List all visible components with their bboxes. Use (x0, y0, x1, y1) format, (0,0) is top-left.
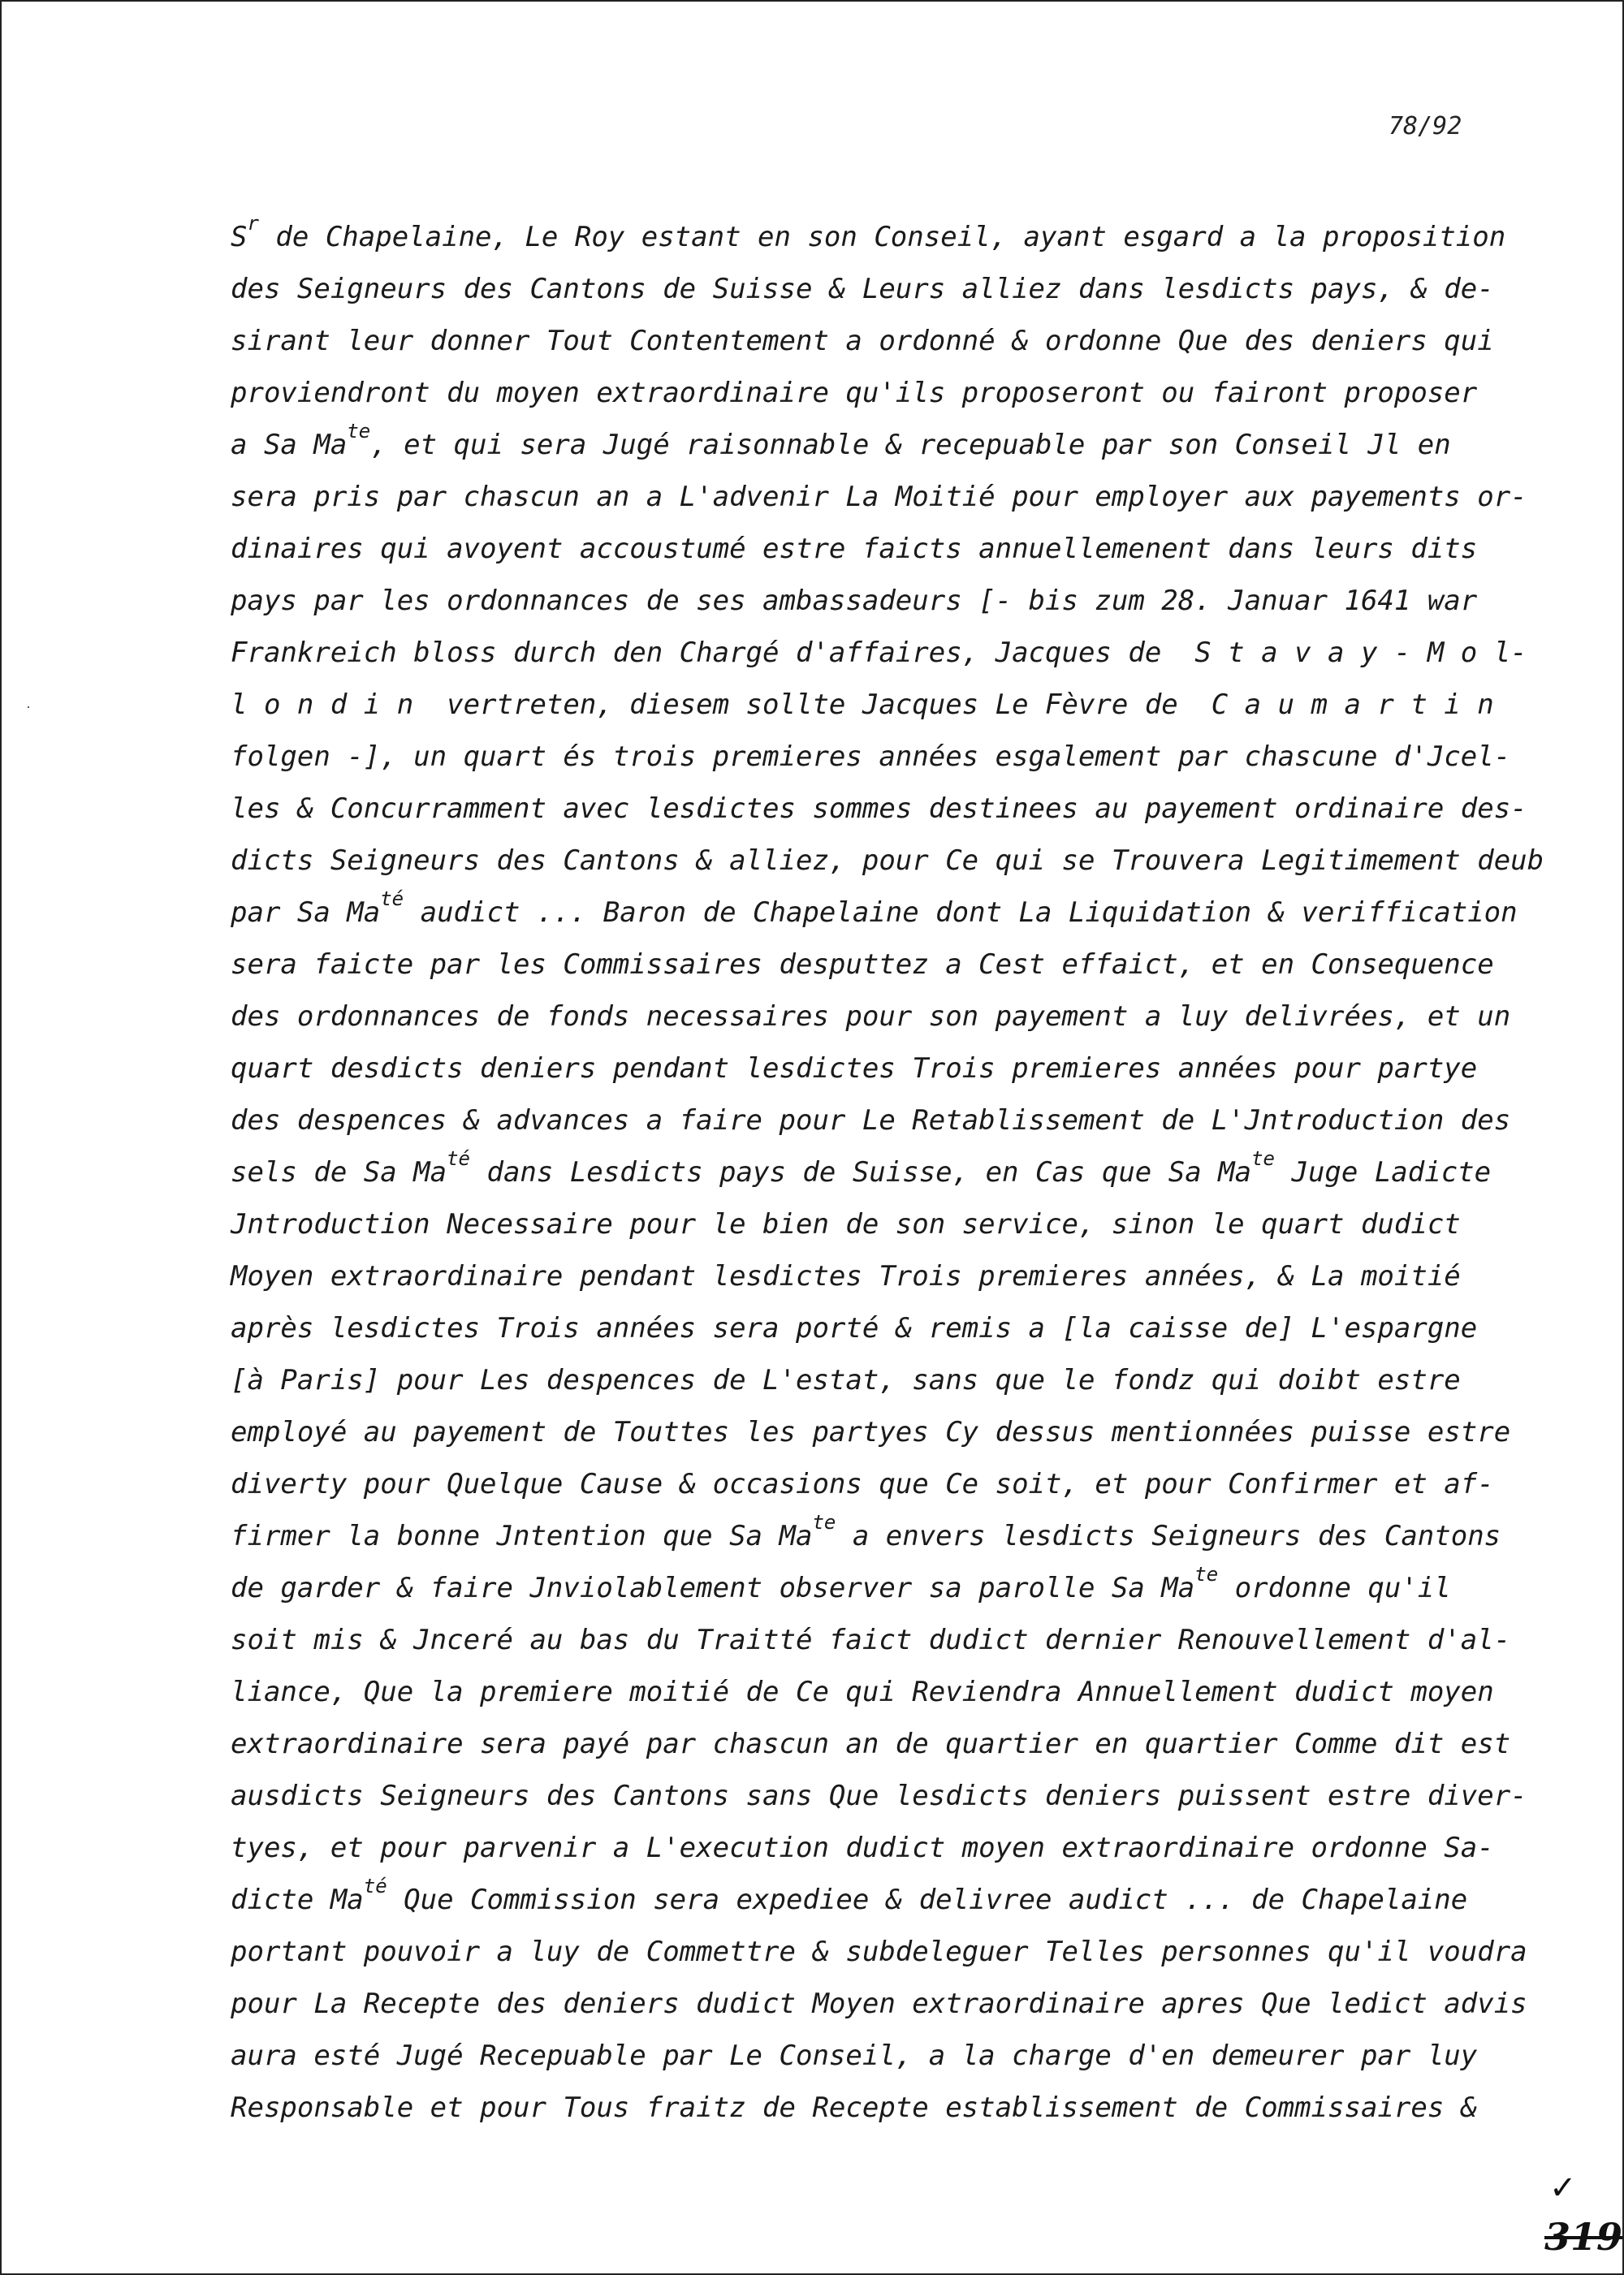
document-body (231, 211, 1544, 2134)
text-line-start: après lesdictes Trois années sera porté & remis a [la caisse de] L'espargne (231, 1312, 1478, 1345)
text-line (231, 2082, 1530, 2134)
text-line-end: de Chapelaine, Le Roy estant en son Conseil, ayant esgard a la proposition (258, 221, 1506, 253)
text-line (231, 887, 1530, 939)
text-line (231, 1770, 1530, 1822)
text-line (231, 1094, 1530, 1146)
check-mark-icon: ✓ (1549, 2169, 1577, 2207)
text-line-start: par Sa Ma (231, 896, 381, 929)
superscript-abbrev: te (1251, 1147, 1275, 1170)
text-line (231, 1043, 1530, 1094)
text-line-start: Moyen extraordinaire pendant lesdictes Trois premieres années, & La moitié (231, 1260, 1461, 1293)
text-line (231, 627, 1530, 679)
text-line-end: a envers lesdicts Seigneurs des Cantons (836, 1520, 1501, 1552)
text-line-start: dinaires qui avoyent accoustumé estre faicts annuellemenent dans leurs dits (231, 533, 1478, 565)
text-line-start: liance, Que la premiere moitié de Ce qui Reviendra Annuellement dudict moyen (231, 1676, 1494, 1708)
text-line-start: portant pouvoir a luy de Commettre & subdeleguer Telles personnes qu'il voudra (231, 1936, 1527, 1968)
text-line-start: diverty pour Quelque Cause & occasions que Ce soit, et pour Confirmer et af- (231, 1468, 1494, 1500)
text-line-start: dicts Seigneurs des Cantons & alliez, pour Ce qui se Trouvera Legitimement deub (231, 844, 1544, 877)
text-line (231, 1406, 1530, 1458)
text-line-start: sirant leur donner Tout Contentement a ordonné & ordonne Que des deniers qui (231, 325, 1494, 357)
text-line-start: des despences & advances a faire pour Le Retablissement de L'Jntroduction des (231, 1104, 1511, 1137)
text-line-start: sera pris par chascun an a L'advenir La Moitié pour employer aux payements or- (231, 481, 1527, 513)
text-line (231, 315, 1530, 367)
superscript-abbrev: té (447, 1147, 471, 1170)
text-line (231, 575, 1530, 627)
text-line (231, 1978, 1530, 2030)
text-line (231, 367, 1530, 419)
text-line (231, 1510, 1530, 1562)
text-line-start: pays par les ordonnances de ses ambassadeurs [- bis zum 28. Januar 1641 war (231, 585, 1478, 617)
text-line (231, 679, 1530, 731)
text-line (231, 1198, 1530, 1250)
text-line-start: sera faicte par les Commissaires desputtez a Cest effaict, et en Consequence (231, 948, 1494, 981)
text-line-start: employé au payement de Touttes les partyes Cy dessus mentionnées puisse estre (231, 1416, 1511, 1448)
folio-number: 319 (1544, 2215, 1623, 2259)
text-line (231, 419, 1530, 471)
page-number: 78/92 (1389, 112, 1462, 140)
text-line-start: l o n d i n vertreten, diesem sollte Jacques Le Fèvre de C a u m a r t i n (231, 689, 1494, 721)
text-line-end: ordonne qu'il (1218, 1572, 1451, 1604)
text-line (231, 263, 1530, 315)
text-line (231, 1562, 1530, 1614)
text-line-end: Que Commission sera expediee & delivree audict ... de Chapelaine (387, 1884, 1468, 1916)
text-line (231, 939, 1530, 991)
text-line-start: extraordinaire sera payé par chascun an de quartier en quartier Comme dit est (231, 1728, 1511, 1760)
text-line-start: Responsable et pour Tous fraitz de Recepte establissement de Commissaires & (231, 2092, 1478, 2124)
text-line-start: de garder & faire Jnviolablement observer sa parolle Sa Ma (231, 1572, 1195, 1604)
text-line-end: dans Lesdicts pays de Suisse, en Cas que Sa $Ma^{te}$ Juge Ladicte (470, 1147, 1492, 1189)
superscript-abbrev: r (247, 212, 259, 235)
text-line (231, 1354, 1530, 1406)
text-line (231, 1874, 1530, 1926)
text-line (231, 471, 1530, 523)
text-line (231, 1718, 1530, 1770)
text-line-start: quart desdicts deniers pendant lesdictes Trois premieres années pour partye (231, 1052, 1478, 1085)
text-line (231, 211, 1530, 263)
text-line (231, 1666, 1530, 1718)
text-line (231, 835, 1544, 887)
text-line-start: aura esté Jugé Recepuable par Le Conseil, a la charge d'en demeurer par luy (231, 2040, 1478, 2072)
superscript-abbrev: té (380, 887, 404, 910)
text-line-start: a Sa Ma (231, 429, 348, 461)
text-line-start: Jntroduction Necessaire pour le bien de son service, sinon le quart dudict (231, 1208, 1461, 1241)
text-line (231, 523, 1530, 575)
text-line (231, 1302, 1530, 1354)
superscript-abbrev: te (347, 420, 371, 442)
text-line-end: , et qui sera Jugé raisonnable & recepuable par son Conseil Jl en (370, 429, 1451, 461)
text-line-start: des Seigneurs des Cantons de Suisse & Leurs alliez dans lesdicts pays, & de- (231, 273, 1494, 305)
text-line (231, 1926, 1530, 1978)
text-line (231, 2030, 1530, 2082)
text-line (231, 991, 1530, 1043)
text-line-start: ausdicts Seigneurs des Cantons sans Que lesdicts deniers puissent estre diver- (231, 1780, 1527, 1812)
text-line-start: firmer la bonne Jntention que Sa Ma (231, 1520, 813, 1552)
text-line (231, 1822, 1530, 1874)
text-line-start: pour La Recepte des deniers dudict Moyen extraordinaire apres Que ledict advis (231, 1988, 1527, 2020)
text-line (231, 1614, 1530, 1666)
text-line-start: S (231, 221, 248, 253)
margin-speck (28, 706, 29, 708)
text-line-start: Frankreich bloss durch den Chargé d'affaires, Jacques de S t a v a y - M o l- (231, 637, 1527, 669)
text-line-start: les & Concurramment avec lesdictes sommes destinees au payement ordinaire des- (231, 792, 1527, 825)
text-line-start: des ordonnances de fonds necessaires pour son payement a luy delivrées, et un (231, 1000, 1511, 1033)
text-line-start: proviendront du moyen extraordinaire qu'ils proposeront ou fairont proposer (231, 377, 1478, 409)
text-line-start: dicte Ma (231, 1884, 364, 1916)
text-line (231, 1458, 1530, 1510)
text-line-start: [à Paris] pour Les despences de L'estat, sans que le fondz qui doibt estre (231, 1364, 1461, 1397)
text-line-end: audict ... Baron de Chapelaine dont La Liquidation & veriffication (404, 896, 1518, 929)
superscript-abbrev: te (812, 1511, 836, 1534)
text-line (231, 783, 1530, 835)
text-line (231, 1146, 1530, 1198)
text-line (231, 731, 1530, 783)
superscript-abbrev: te (1194, 1563, 1219, 1586)
superscript-abbrev: té (363, 1875, 387, 1897)
text-line-start: sels de Sa Ma (231, 1156, 447, 1189)
text-line-start: tyes, et pour parvenir a L'execution dudict moyen extraordinaire ordonne Sa- (231, 1832, 1494, 1864)
text-line-start: soit mis & Jnceré au bas du Traitté faict dudict dernier Renouvellement d'al- (231, 1624, 1511, 1656)
text-line (231, 1250, 1530, 1302)
text-line-start: folgen -], un quart és trois premieres années esgalement par chascune d'Jcel- (231, 740, 1511, 773)
